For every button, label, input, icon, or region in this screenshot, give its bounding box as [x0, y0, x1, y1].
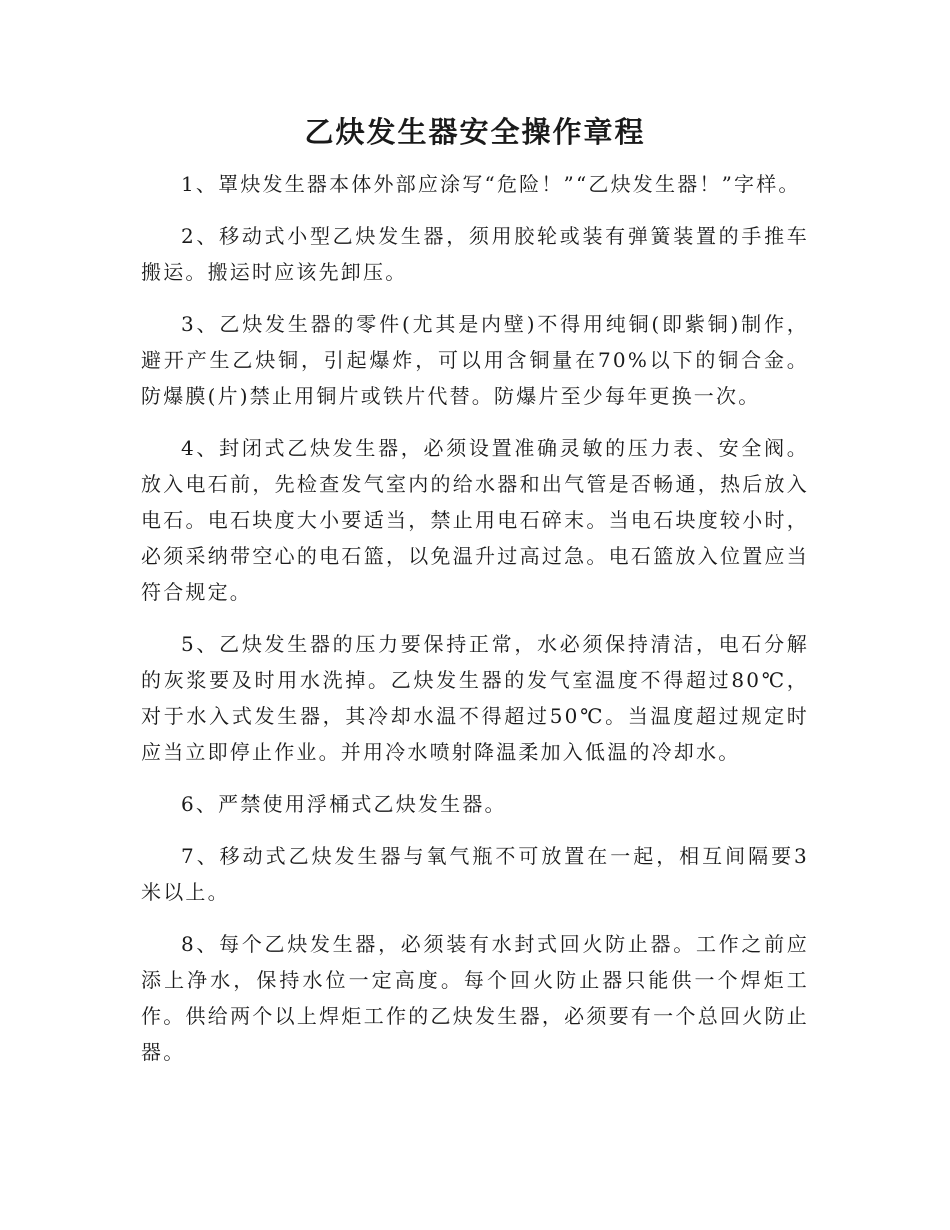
rule-paragraph-4: 4、封闭式乙炔发生器，必须设置准确灵敏的压力表、安全阀。放入电石前，先检查发气室内的给水器和出气管是否畅通，热后放入电石。电石块度大小要适当，禁止用电石碎末。当电石块度较小时，必须采纳带空心的电石篮，以免温升过高过急。电石篮放入位置应当符合规定。 [141, 436, 809, 604]
rule-paragraph-1: 1、罩炔发生器本体外部应涂写“危险！”“乙炔发生器！”字样。 [181, 172, 801, 196]
document-title: 乙炔发生器安全操作章程 [304, 115, 646, 149]
rule-paragraph-3: 3、乙炔发生器的零件(尤其是内壁)不得用纯铜(即紫铜)制作，避开产生乙炔铜，引起爆炸，可以用含铜量在70%以下的铜合金。防爆膜(片)禁止用铜片或铁片代替。防爆片至少每年更换一次。 [141, 312, 809, 408]
rule-paragraph-5: 5、乙炔发生器的压力要保持正常，水必须保持清洁，电石分解的灰浆要及时用水洗掉。乙炔发生器的发气室温度不得超过80℃，对于水入式发生器，其冷却水温不得超过50℃。当温度超过规定时应当立即停止作业。并用冷水喷射降温柔加入低温的冷却水。 [141, 632, 809, 764]
rule-paragraph-8: 8、每个乙炔发生器，必须装有水封式回火防止器。工作之前应添上净水，保持水位一定高度。每个回火防止器只能供一个焊炬工作。供给两个以上焊炬工作的乙炔发生器，必须要有一个总回火防止器。 [141, 932, 809, 1064]
rule-paragraph-6: 6、严禁使用浮桶式乙炔发生器。 [181, 792, 507, 816]
rule-paragraph-2: 2、移动式小型乙炔发生器，须用胶轮或装有弹簧装置的手推车搬运。搬运时应该先卸压。 [141, 224, 809, 284]
document-body [141, 166, 809, 1086]
rule-paragraph-7: 7、移动式乙炔发生器与氧气瓶不可放置在一起，相互间隔要3米以上。 [141, 844, 809, 904]
